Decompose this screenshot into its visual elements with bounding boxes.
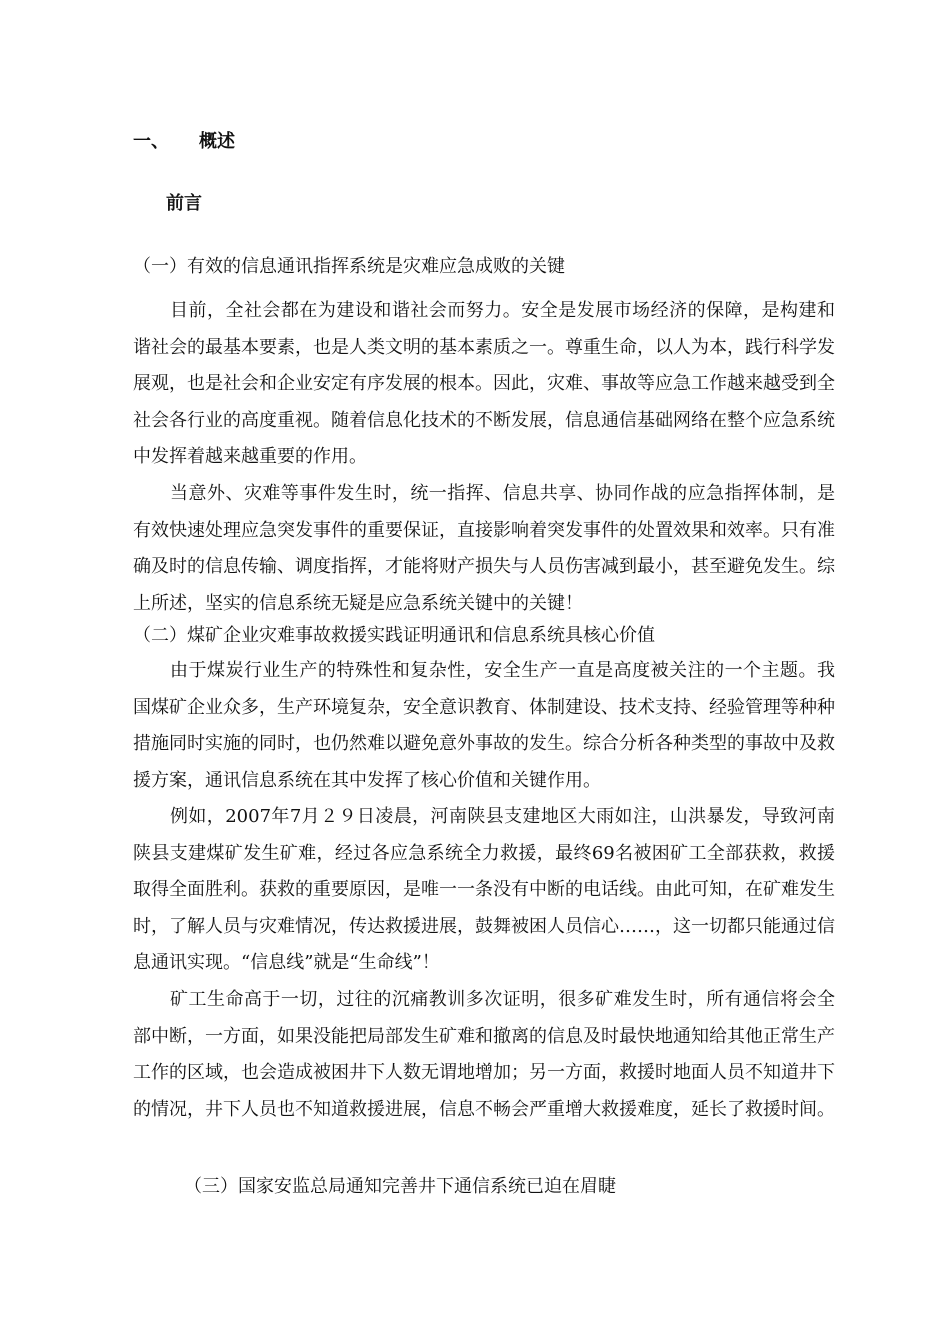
section-number: 一、 (133, 131, 169, 152)
subheading-3: （三）国家安监总局通知完善井下通信系统已迫在眉睫 (184, 1176, 616, 1197)
subheading-2: （二）煤矿企业灾难事故救援实践证明通讯和信息系统具核心价值 (133, 625, 655, 646)
paragraph-3: 由于煤炭行业生产的特殊性和复杂性，安全生产一直是高度被关注的一个主题。我国煤矿企业众多，生产环境复杂，安全意识教育、体制建设、技术支持、经验管理等种种措施同时实施的同时，也仍然难以避免意外事故的发生。综合分析各种类型的事故中及救援方案，通讯信息系统在其中发挥了核心价值和关键作用。 (133, 660, 835, 791)
paragraph-5: 矿工生命高于一切，过往的沉痛教训多次证明，很多矿难发生时，所有通信将会全部中断，一方面，如果没能把局部发生矿难和撤离的信息及时最快地通知给其他正常生产工作的区域，也会造成被困井下人数无谓地增加；另一方面，救援时地面人员不知道井下的情况，井下人员也不知道救援进展，信息不畅会严重增大救援难度，延长了救援时间。 (133, 989, 835, 1120)
paragraph-4: 例如，2007年7月２９日凌晨，河南陕县支建地区大雨如注，山洪暴发，导致河南陕县支建煤矿发生矿难，经过各应急系统全力救援，最终69名被困矿工全部获救，救援取得全面胜利。获救的重要原因，是唯一一条没有中断的电话线。由此可知，在矿难发生时，了解人员与灾难情况，传达救援进展，鼓舞被困人员信心……，这一切都只能通过信息通讯实现。“信息线”就是“生命线”！ (133, 806, 835, 974)
paragraph-1: 目前，全社会都在为建设和谐社会而努力。安全是发展市场经济的保障，是构建和谐社会的最基本要素，也是人类文明的基本素质之一。尊重生命，以人为本，践行科学发展观，也是社会和企业安定有序发展的根本。因此，灾难、事故等应急工作越来越受到全社会各行业的高度重视。随着信息化技术的不断发展，信息通信基础网络在整个应急系统中发挥着越来越重要的作用。 (133, 300, 835, 468)
preface-heading: 前言 (166, 193, 202, 214)
section-title: 概述 (199, 131, 235, 152)
subheading-1: （一）有效的信息通讯指挥系统是灾难应急成败的关键 (133, 256, 565, 277)
paragraph-2: 当意外、灾难等事件发生时，统一指挥、信息共享、协同作战的应急指挥体制，是有效快速处理应急突发事件的重要保证，直接影响着突发事件的处置效果和效率。只有准确及时的信息传输、调度指挥，才能将财产损失与人员伤害减到最小，甚至避免发生。综上所述，坚实的信息系统无疑是应急系统关键中的关键！ (133, 483, 835, 614)
